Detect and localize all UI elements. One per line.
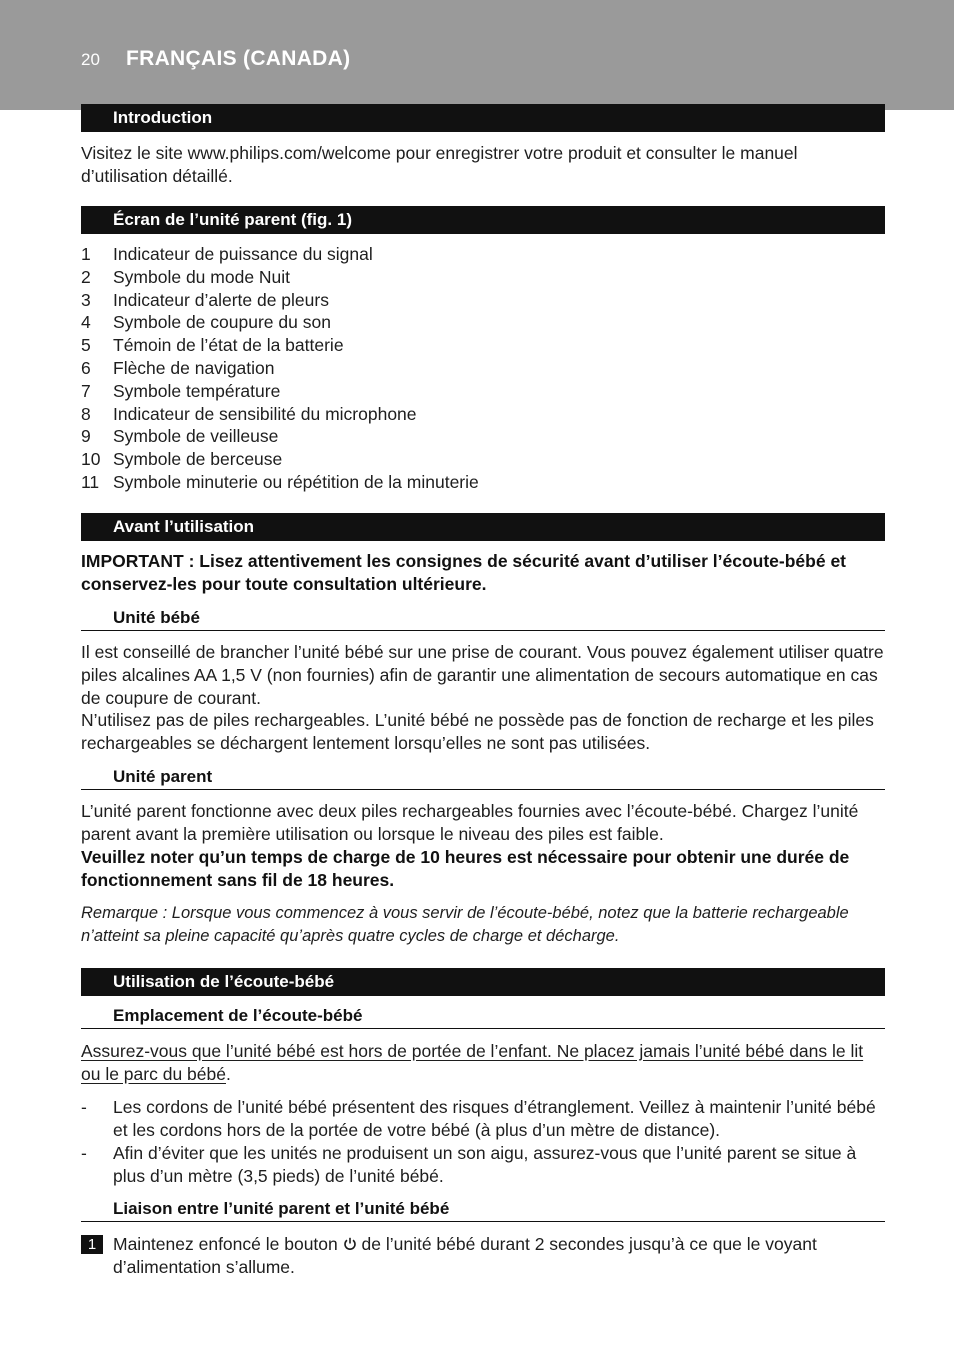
important-notice: IMPORTANT : Lisez attentivement les consignes de sécurité avant d’utiliser l’écoute-bébé et conservez-les pour toute consultation ultérieure. bbox=[81, 551, 847, 594]
language-title: FRANÇAIS (CANADA) bbox=[126, 47, 351, 70]
baby-unit-paragraph-2: N’utilisez pas de piles rechargeables. L’unité bébé ne possède pas de fonction de recharge et les piles rechargeables se déchargent lentement lorsqu’elles ne sont pas utilisées. bbox=[81, 710, 874, 753]
list-item bbox=[81, 334, 344, 357]
list-item-label: Indicateur d’alerte de pleurs bbox=[113, 289, 329, 310]
bullet-text: Afin d’éviter que les unités ne produisent un son aigu, assurez-vous que l’unité parent se situe à plus d’un mètre (3,5 pieds) de l’unité bébé. bbox=[113, 1143, 857, 1186]
section-bar-before-use: Avant l’utilisation bbox=[81, 513, 885, 541]
list-item-label: Symbole de berceuse bbox=[113, 449, 283, 470]
list-item bbox=[81, 311, 331, 334]
list-item bbox=[81, 471, 479, 494]
list-item-label: Témoin de l’état de la batterie bbox=[113, 335, 344, 356]
list-item bbox=[81, 243, 373, 266]
section-bar-introduction: Introduction bbox=[81, 104, 885, 132]
subheading-baby-unit: Unité bébé bbox=[81, 607, 885, 631]
list-item-label: Symbole température bbox=[113, 380, 281, 401]
step-text-before: Maintenez enfoncé le bouton bbox=[113, 1234, 338, 1254]
list-item-label: Flèche de navigation bbox=[113, 358, 275, 378]
list-item-label: Indicateur de sensibilité du microphone bbox=[113, 403, 417, 424]
parent-unit-paragraph: L’unité parent fonctionne avec deux piles rechargeables fournies avec l’écoute-bébé. Chargez l’unité parent avant la première utilisation ou lorsque le niveau des piles est faible. bbox=[81, 801, 859, 844]
list-item-number: 10 bbox=[81, 449, 101, 470]
bullet-dash: - bbox=[81, 1097, 87, 1117]
list-item-label: Symbole minuterie ou répétition de la minuterie bbox=[113, 472, 479, 492]
subheading-parent-unit: Unité parent bbox=[81, 766, 885, 790]
baby-unit-paragraph-1: Il est conseillé de brancher l’unité bébé sur une prise de courant. Vous pouvez également utiliser quatre piles alcalines AA 1,5 V (non fournies) afin de garantir une alimentation de secours automatique en cas de coupure de courant. bbox=[81, 642, 884, 708]
bullet-dash: - bbox=[81, 1143, 87, 1163]
list-item-number: 2 bbox=[81, 266, 91, 287]
list-item-label: Symbole du mode Nuit bbox=[113, 266, 291, 287]
list-item-number: 6 bbox=[81, 358, 91, 378]
list-item-number: 11 bbox=[81, 472, 100, 492]
power-icon bbox=[343, 1237, 357, 1251]
step-number: 1 bbox=[81, 1235, 103, 1254]
subheading-placement: Emplacement de l’écoute-bébé bbox=[81, 1005, 885, 1029]
list-item bbox=[81, 289, 329, 312]
placement-warning-text: Assurez-vous que l’unité bébé est hors de portée de l’enfant. Ne placez jamais l’unité bébé dans le lit ou le parc du bébé bbox=[81, 1041, 864, 1084]
list-item bbox=[81, 357, 275, 380]
section-bar-parent-screen: Écran de l’unité parent (fig. 1) bbox=[81, 206, 885, 234]
list-item-number: 7 bbox=[81, 380, 91, 401]
list-item bbox=[81, 266, 290, 289]
subheading-link: Liaison entre l’unité parent et l’unité bébé bbox=[81, 1198, 885, 1222]
list-item bbox=[81, 403, 417, 426]
list-item bbox=[81, 380, 280, 403]
step-text-after: de l’unité bébé durant 2 secondes jusqu’à ce que le voyant d’alimentation s’allume. bbox=[113, 1234, 817, 1277]
charge-time-notice: Veuillez noter qu’un temps de charge de 10 heures est nécessaire pour obtenir une durée de fonctionnement sans fil de 18 heures. bbox=[81, 847, 850, 890]
list-item-label: Symbole de veilleuse bbox=[113, 426, 279, 447]
battery-note: Remarque : Lorsque vous commencez à vous servir de l’écoute-bébé, notez que la batterie rechargeable n’atteint sa pleine capacité qu’après quatre cycles de charge et décharge. bbox=[81, 904, 849, 945]
intro-text: Visitez le site www.philips.com/welcome pour enregistrer votre produit et consulter le manuel d’utilisation détaillé. bbox=[81, 143, 798, 186]
list-item-number: 3 bbox=[81, 289, 91, 310]
list-item bbox=[81, 1142, 885, 1188]
list-item-label: Indicateur de puissance du signal bbox=[113, 244, 373, 264]
page-number: 20 bbox=[81, 50, 100, 69]
section-bar-using: Utilisation de l’écoute-bébé bbox=[81, 968, 885, 996]
list-item bbox=[81, 1096, 885, 1142]
list-item-number: 5 bbox=[81, 335, 91, 356]
step-text bbox=[113, 1233, 885, 1279]
placement-warning bbox=[81, 1040, 885, 1086]
list-item-number: 1 bbox=[81, 244, 91, 264]
placement-warning-end: . bbox=[225, 1064, 231, 1084]
list-item-number: 8 bbox=[81, 403, 91, 424]
list-item bbox=[81, 448, 282, 471]
bullet-text: Les cordons de l’unité bébé présentent des risques d’étranglement. Veillez à maintenir l’unité bébé et les cordons hors de la portée de votre bébé (à plus d’un mètre de distance). bbox=[113, 1097, 876, 1140]
list-item-label: Symbole de coupure du son bbox=[113, 312, 331, 333]
step-1 bbox=[81, 1233, 885, 1279]
list-item bbox=[81, 425, 278, 448]
list-item-number: 9 bbox=[81, 426, 91, 447]
list-item-number: 4 bbox=[81, 312, 91, 333]
